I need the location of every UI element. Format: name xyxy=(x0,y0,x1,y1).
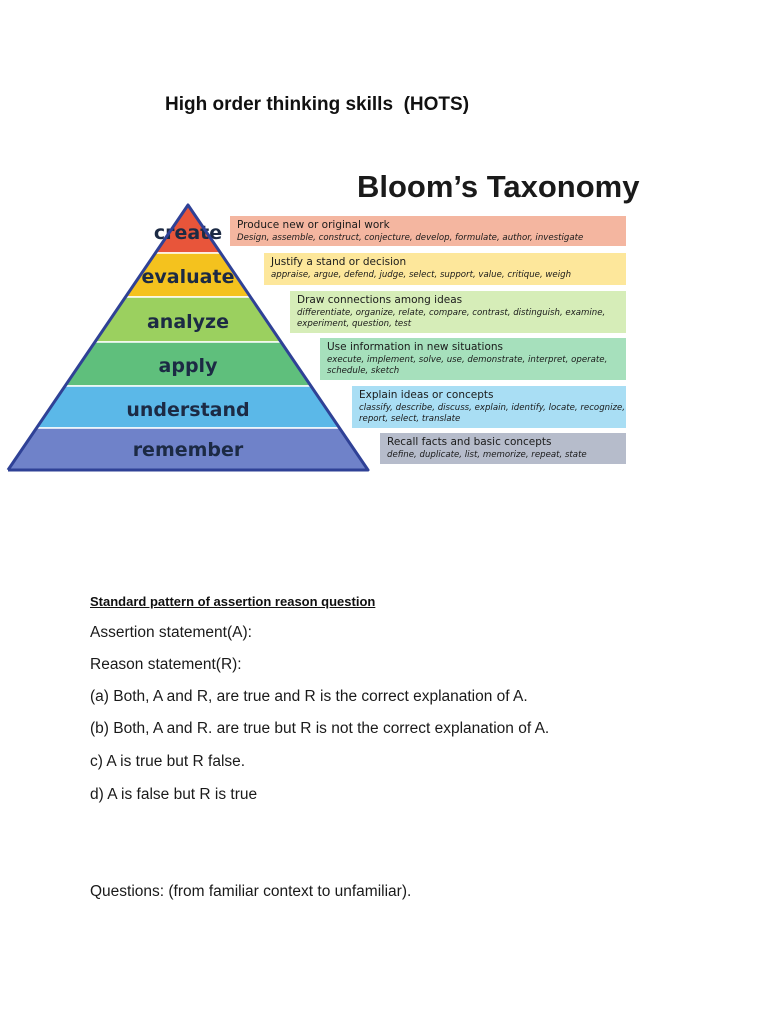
tier-label-analyze: analyze xyxy=(146,311,230,333)
taxonomy-title: Bloom’s Taxonomy xyxy=(357,169,640,204)
blooms-taxonomy-figure xyxy=(0,160,768,490)
tier-label-evaluate: evaluate xyxy=(141,266,235,288)
option-c: c) A is true but R false. xyxy=(90,753,246,770)
description-title-understand: Explain ideas or concepts xyxy=(359,389,494,401)
tier-label-remember: remember xyxy=(132,439,244,461)
option-b: (b) Both, A and R. are true but R is not the correct explanation of A. xyxy=(90,720,550,737)
option-a: (a) Both, A and R, are true and R is the correct explanation of A. xyxy=(90,688,528,705)
tier-label-understand: understand xyxy=(126,399,250,421)
description-title-analyze: Draw connections among ideas xyxy=(297,294,463,306)
description-verbs-create: Design, assemble, construct, conjecture, develop, formulate, author, investigate xyxy=(237,233,584,243)
description-verbs-understand: report, select, translate xyxy=(359,414,461,424)
tier-label-create: create xyxy=(153,222,223,244)
blooms-taxonomy-diagram xyxy=(0,160,768,490)
tier-label-apply: apply xyxy=(158,355,218,377)
description-title-create: Produce new or original work xyxy=(237,219,390,231)
description-verbs-evaluate: appraise, argue, defend, judge, select, support, value, critique, weigh xyxy=(271,270,572,280)
description-verbs-understand: classify, describe, discuss, explain, identify, locate, recognize, xyxy=(359,403,626,413)
section-title: Standard pattern of assertion reason question xyxy=(90,594,376,609)
description-verbs-analyze: experiment, question, test xyxy=(297,319,412,329)
reason-line: Reason statement(R): xyxy=(90,656,242,673)
description-title-apply: Use information in new situations xyxy=(327,341,504,353)
questions-line: Questions: (from familiar context to unfamiliar). xyxy=(90,883,412,900)
description-verbs-analyze: differentiate, organize, relate, compare, contrast, distinguish, examine, xyxy=(297,308,606,318)
page-heading: High order thinking skills (HOTS) xyxy=(165,94,470,115)
assertion-line: Assertion statement(A): xyxy=(90,624,252,641)
description-verbs-apply: execute, implement, solve, use, demonstrate, interpret, operate, xyxy=(327,355,608,365)
description-title-remember: Recall facts and basic concepts xyxy=(387,436,552,448)
description-verbs-remember: define, duplicate, list, memorize, repeat, state xyxy=(387,450,587,460)
description-title-evaluate: Justify a stand or decision xyxy=(271,256,407,268)
description-verbs-apply: schedule, sketch xyxy=(327,366,400,376)
option-d: d) A is false but R is true xyxy=(90,786,258,803)
